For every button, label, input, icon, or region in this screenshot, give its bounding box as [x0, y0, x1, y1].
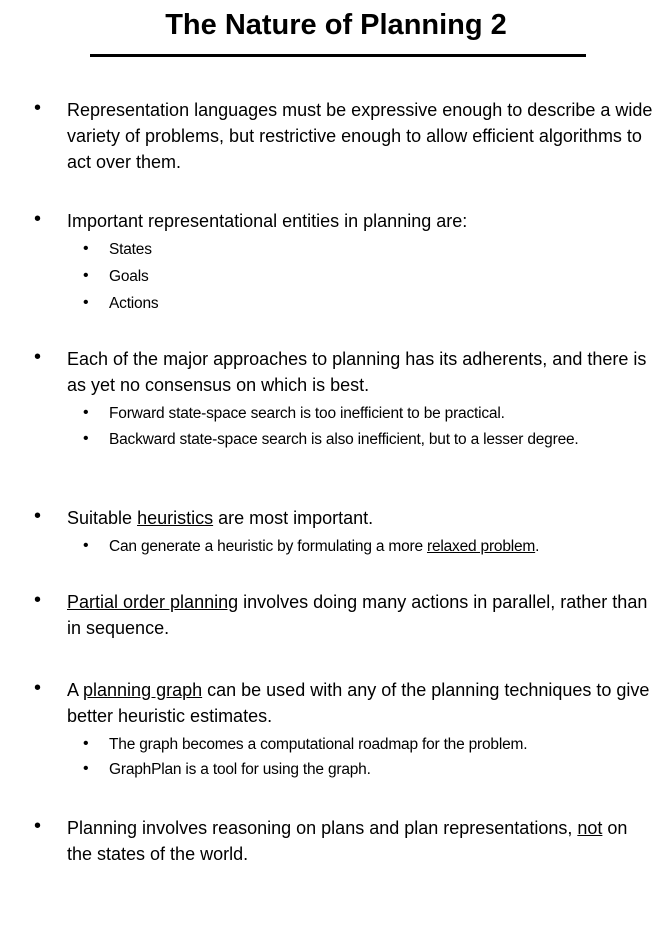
bullet-section-entities — [0, 208, 672, 314]
bullet-text-post: on the states of the world. — [67, 818, 628, 864]
sub-bullet-item — [0, 429, 672, 450]
bullet-text-pre: A — [67, 680, 84, 700]
partial-order-planning-link[interactable]: Partial order planning — [67, 592, 239, 612]
heuristics-link[interactable]: heuristics — [137, 508, 214, 528]
bullet-section-reasoning — [0, 815, 672, 867]
bullet-icon: • — [83, 735, 89, 752]
page-title: The Nature of Planning 2 — [165, 9, 507, 41]
bullet-icon: • — [34, 208, 42, 230]
bullet-icon: • — [83, 404, 89, 421]
sub-bullet-text: Actions — [109, 295, 159, 312]
sub-bullet-text: Goals — [109, 268, 149, 285]
bullet-icon: • — [34, 505, 42, 527]
bullet-icon: • — [83, 430, 89, 447]
bullet-item — [0, 346, 672, 398]
bullet-icon: • — [34, 346, 42, 368]
bullet-section-partial-order — [0, 589, 672, 641]
bullet-icon: • — [83, 240, 89, 257]
sub-bullet-text: States — [109, 241, 152, 258]
bullet-icon: • — [83, 267, 89, 284]
sub-bullet-item — [0, 266, 672, 287]
bullet-text-post: can be used with any of the planning techniques to give better heuristic estimates. — [67, 680, 650, 726]
sub-bullet-text: Forward state-space search is too inefficient to be practical. — [109, 405, 505, 422]
sub-bullet-item — [0, 759, 672, 780]
bullet-text: Important representational entities in planning are: — [67, 211, 468, 231]
bullet-item — [0, 208, 672, 234]
bullet-text-pre: Planning involves reasoning on plans and plan representations, — [67, 818, 578, 838]
sub-bullet-item — [0, 239, 672, 260]
bullet-item — [0, 97, 672, 175]
sub-bullet-text: GraphPlan is a tool for using the graph. — [109, 761, 371, 778]
bullet-icon: • — [83, 537, 89, 554]
bullet-icon: • — [34, 677, 42, 699]
bullet-section-heuristics — [0, 505, 672, 557]
sub-bullet-item — [0, 293, 672, 314]
bullet-text: Each of the major approaches to planning has its adherents, and there is as yet no consensus on which is best. — [67, 349, 647, 395]
bullet-icon: • — [34, 589, 42, 611]
sub-bullet-text: Backward state-space search is also inefficient, but to a lesser degree. — [109, 431, 579, 448]
planning-graph-link[interactable]: planning graph — [83, 680, 203, 700]
sub-bullet-item — [0, 734, 672, 755]
bullet-icon: • — [83, 294, 89, 311]
bullet-text: Representation languages must be expressive enough to describe a wide variety of problems, but restrictive enough to allow efficient algorithms to act over them. — [67, 100, 653, 172]
bullet-section-planning-graph — [0, 677, 672, 780]
bullet-text-post: are most important. — [213, 508, 374, 528]
bullet-item — [0, 589, 672, 641]
bullet-section-approaches — [0, 346, 672, 450]
bullet-text-post: involves doing many actions in parallel, rather than in sequence. — [67, 592, 648, 638]
bullet-text-pre: Suitable — [67, 508, 138, 528]
sub-bullet-text: The graph becomes a computational roadmap for the problem. — [109, 736, 528, 753]
bullet-icon: • — [34, 815, 42, 837]
sub-bullet-item — [0, 403, 672, 424]
bullet-section-representation — [0, 97, 672, 175]
sub-bullet-text-pre: Can generate a heuristic by formulating a more — [109, 538, 427, 555]
not-emphasis: not — [577, 818, 603, 838]
bullet-icon: • — [34, 97, 42, 119]
title-divider — [90, 54, 586, 57]
sub-bullet-item — [0, 536, 672, 557]
relaxed-problem-link[interactable]: relaxed problem — [427, 538, 536, 555]
bullet-icon: • — [83, 760, 89, 777]
bullet-item — [0, 677, 672, 729]
sub-bullet-text-post: . — [535, 538, 540, 555]
bullet-item — [0, 815, 672, 867]
bullet-item — [0, 505, 672, 531]
